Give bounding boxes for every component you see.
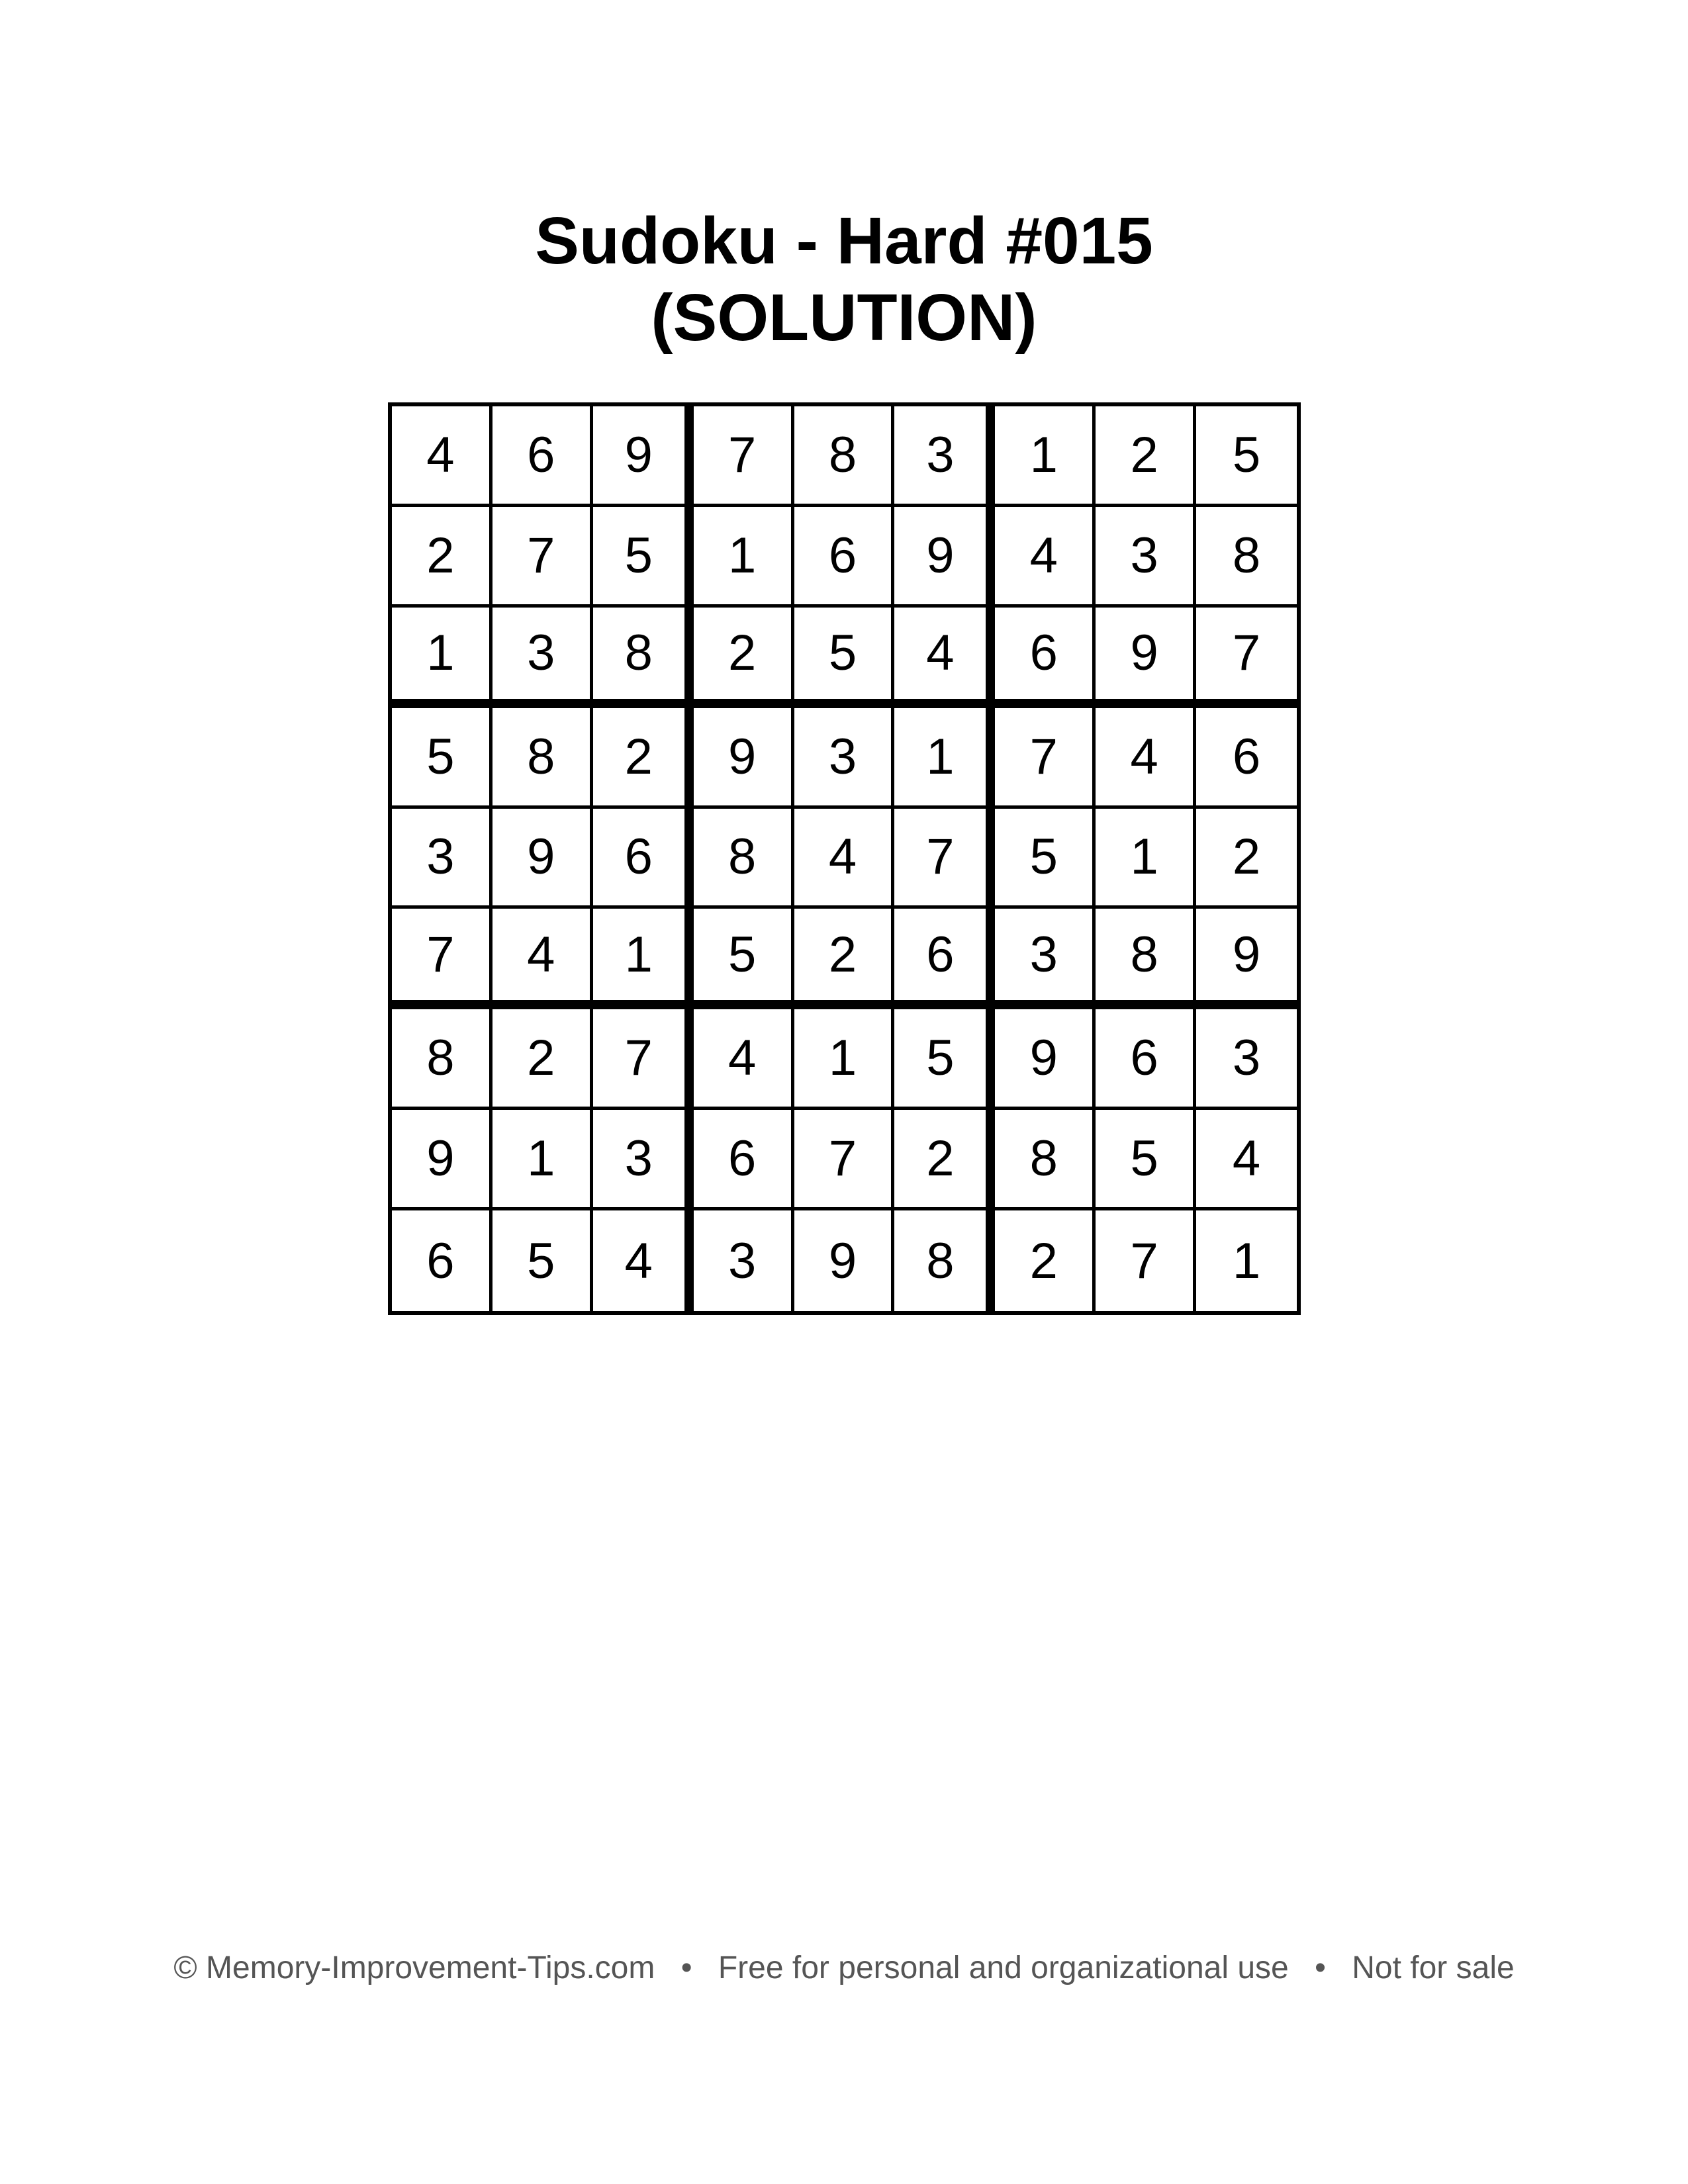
sudoku-cell-r2-c7: 4 [995, 507, 1096, 608]
sudoku-cell-r4-c6: 1 [894, 708, 995, 809]
sudoku-cell-r7-c6: 5 [894, 1009, 995, 1110]
sudoku-cell-r2-c3: 5 [593, 507, 694, 608]
sudoku-cell-r4-c7: 7 [995, 708, 1096, 809]
sudoku-cell-r7-c9: 3 [1196, 1009, 1297, 1110]
sudoku-cell-r6-c6: 6 [894, 909, 995, 1009]
sudoku-cell-r5-c6: 7 [894, 809, 995, 909]
title-line-2: (SOLUTION) [651, 281, 1037, 355]
sudoku-cell-r4-c5: 3 [794, 708, 895, 809]
sudoku-cell-r5-c1: 3 [392, 809, 492, 909]
sudoku-cell-r4-c8: 4 [1096, 708, 1196, 809]
title-line-1: Sudoku - Hard #015 [535, 204, 1153, 278]
sudoku-cell-r7-c2: 2 [492, 1009, 593, 1110]
sudoku-cell-r4-c9: 6 [1196, 708, 1297, 809]
sudoku-cell-r7-c1: 8 [392, 1009, 492, 1110]
sudoku-cell-r2-c1: 2 [392, 507, 492, 608]
sudoku-cell-r3-c3: 8 [593, 608, 694, 708]
sudoku-cell-r5-c2: 9 [492, 809, 593, 909]
sudoku-cell-r2-c4: 1 [694, 507, 794, 608]
sudoku-cell-r5-c9: 2 [1196, 809, 1297, 909]
footer-usage: Free for personal and organizational use [718, 1950, 1289, 1985]
sudoku-cell-r7-c3: 7 [593, 1009, 694, 1110]
sudoku-cell-r4-c1: 5 [392, 708, 492, 809]
sudoku-cell-r9-c9: 1 [1232, 1232, 1261, 1289]
sudoku-cell-r1-c1: 4 [392, 406, 492, 507]
sudoku-cell-r2-c5: 6 [794, 507, 895, 608]
page-title [0, 203, 1688, 356]
sudoku-cell-r9-c4: 3 [694, 1210, 794, 1311]
sudoku-cell-r1-c8: 2 [1096, 406, 1196, 507]
sudoku-cell-r8-c5: 7 [794, 1110, 895, 1210]
sudoku-cell-r6-c7: 3 [995, 909, 1096, 1009]
sudoku-cell-r3-c6: 4 [894, 608, 995, 708]
sudoku-cell-r1-c5: 8 [794, 406, 895, 507]
sudoku-cell-r8-c9: 4 [1196, 1110, 1297, 1210]
sudoku-board [388, 402, 1301, 1315]
sudoku-cell-r8-c7: 8 [995, 1110, 1096, 1210]
sudoku-cell-r4-c2: 8 [492, 708, 593, 809]
sudoku-cell-r3-c9: 7 [1196, 608, 1297, 708]
sudoku-cell-r6-c2: 4 [492, 909, 593, 1009]
sudoku-cell-r3-c1: 1 [392, 608, 492, 708]
sudoku-cell-r9-c2: 5 [492, 1210, 593, 1311]
sudoku-cell-r2-c9: 8 [1196, 507, 1297, 608]
sudoku-cell-r5-c7: 5 [995, 809, 1096, 909]
sudoku-cell-r1-c2: 6 [492, 406, 593, 507]
sudoku-cell-r6-c3: 1 [593, 909, 694, 1009]
sudoku-cell-r2-c2: 7 [492, 507, 593, 608]
sudoku-cell-r8-c2: 1 [492, 1110, 593, 1210]
sudoku-cell-r1-c4: 7 [694, 406, 794, 507]
sudoku-cell-r7-c8: 6 [1096, 1009, 1196, 1110]
sudoku-cell-r4-c3: 2 [593, 708, 694, 809]
sudoku-cell-r8-c8: 5 [1096, 1110, 1196, 1210]
footer-sale: Not for sale [1352, 1950, 1515, 1985]
sudoku-cell-r9-c8: 7 [1096, 1210, 1196, 1311]
sudoku-cell-r7-c7: 9 [995, 1009, 1096, 1110]
sudoku-cell-r1-c3: 9 [593, 406, 694, 507]
sudoku-cell-r3-c7: 6 [995, 608, 1096, 708]
sudoku-cell-r9-c3: 4 [593, 1210, 694, 1311]
sudoku-cell-r5-c3: 6 [593, 809, 694, 909]
sudoku-cell-r6-c8: 8 [1096, 909, 1196, 1009]
sudoku-cell-r6-c9: 9 [1196, 909, 1297, 1009]
sudoku-cell-r6-c4: 5 [694, 909, 794, 1009]
sudoku-cell-r1-c7: 1 [995, 406, 1096, 507]
sudoku-cell-r3-c8: 9 [1096, 608, 1196, 708]
sudoku-cell-r3-c4: 2 [694, 608, 794, 708]
sudoku-cell-r2-c6: 9 [894, 507, 995, 608]
sudoku-cell-r8-c4: 6 [694, 1110, 794, 1210]
sudoku-cell-r9-c6: 8 [894, 1210, 995, 1311]
sudoku-cell-r8-c6: 2 [894, 1110, 995, 1210]
sudoku-cell-r5-c4: 8 [694, 809, 794, 909]
sudoku-cell-r6-c5: 2 [794, 909, 895, 1009]
sudoku-cell-r8-c3: 3 [593, 1110, 694, 1210]
sudoku-cell-r8-c1: 9 [392, 1110, 492, 1210]
footer-separator-1: • [680, 1950, 692, 1985]
sudoku-cell-r3-c2: 3 [492, 608, 593, 708]
sudoku-cell-r9-c5: 9 [794, 1210, 895, 1311]
sudoku-cell-r7-c5: 1 [794, 1009, 895, 1110]
sudoku-cell-r1-c6: 3 [894, 406, 995, 507]
sudoku-cell-r1-c9: 5 [1196, 406, 1297, 507]
sudoku-cell-r4-c4: 9 [694, 708, 794, 809]
footer [0, 1950, 1688, 1986]
sudoku-cell-r9-c1: 6 [392, 1210, 492, 1311]
sudoku-cell-r5-c8: 1 [1096, 809, 1196, 909]
footer-separator-2: • [1315, 1950, 1326, 1985]
sudoku-cell-r2-c8: 3 [1096, 507, 1196, 608]
sudoku-cell-r3-c5: 5 [794, 608, 895, 708]
sudoku-cell-r5-c5: 4 [794, 809, 895, 909]
sudoku-cell-r6-c1: 7 [392, 909, 492, 1009]
sudoku-cell-r7-c4: 4 [694, 1009, 794, 1110]
sudoku-cell-r9-c7: 2 [995, 1210, 1096, 1311]
footer-copyright: © Memory-Improvement-Tips.com [173, 1950, 655, 1985]
